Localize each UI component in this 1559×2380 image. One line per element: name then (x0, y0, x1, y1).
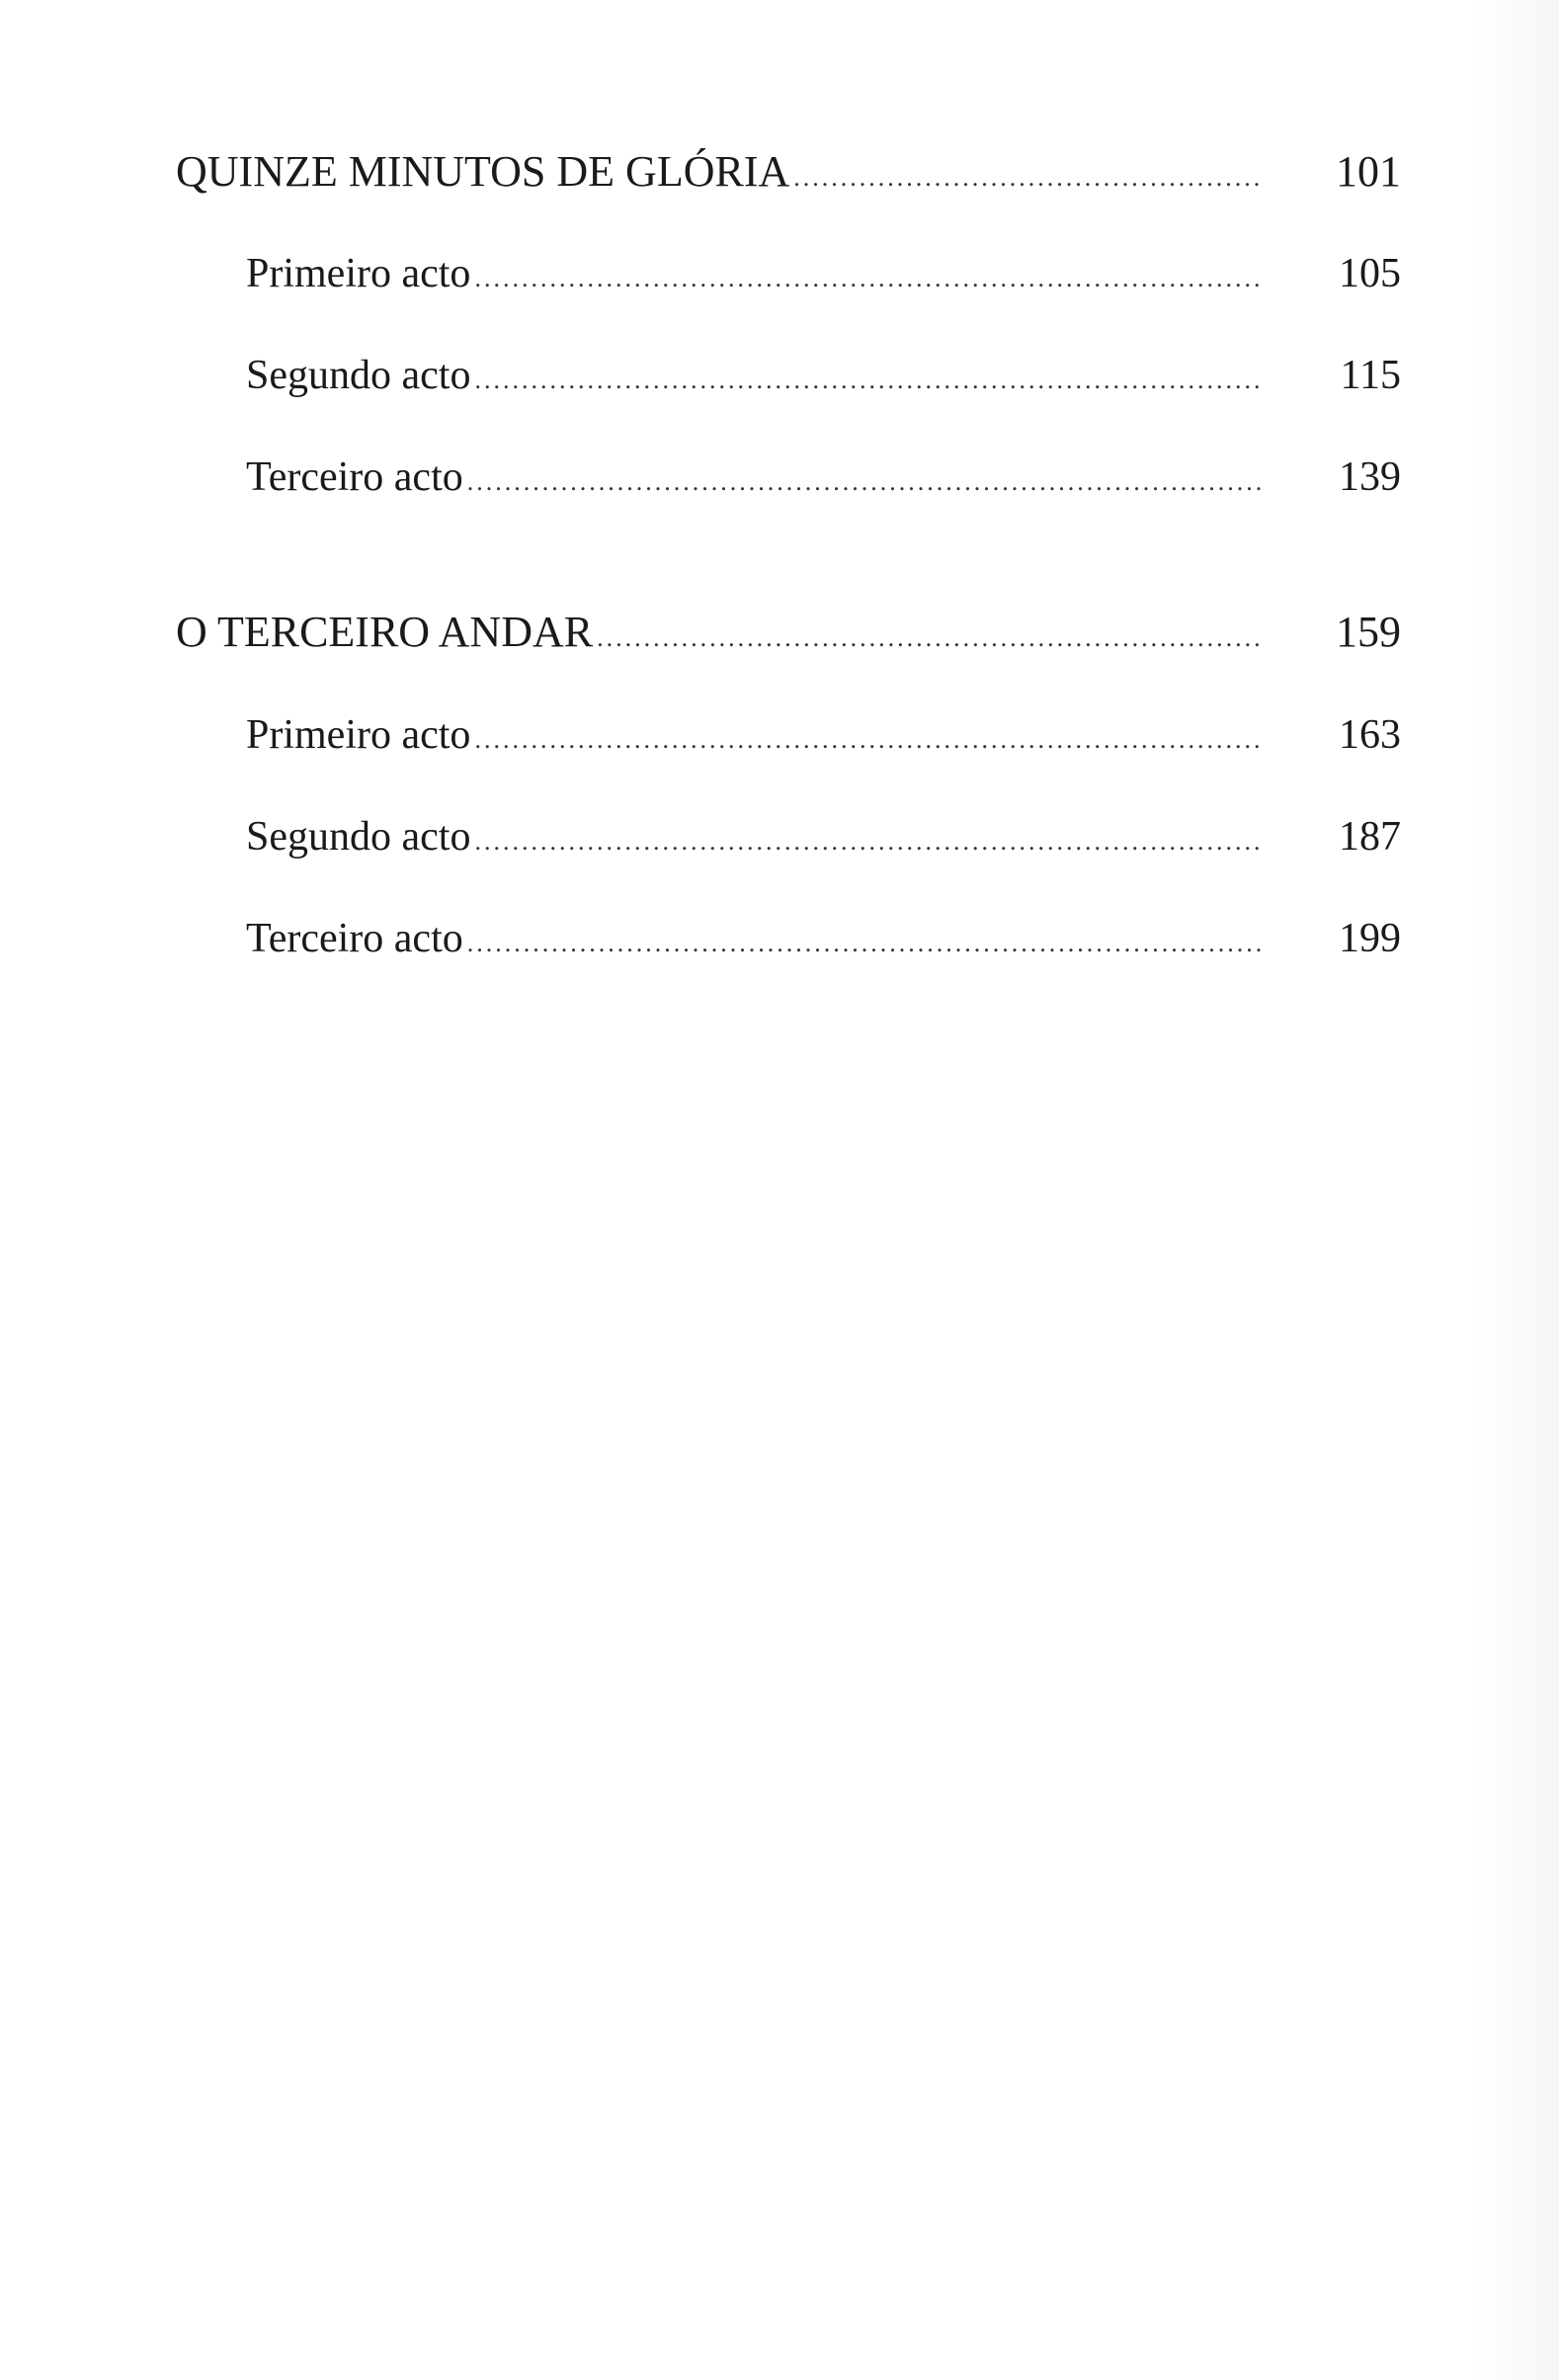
toc-act-entry (246, 709, 1401, 766)
page-number: 163 (1339, 712, 1401, 758)
dot-leader (793, 152, 1261, 204)
dot-leader (474, 714, 1261, 766)
page-number: 105 (1339, 251, 1401, 296)
dot-leader (474, 253, 1261, 304)
toc-act-entry (246, 248, 1401, 304)
page-number: 101 (1336, 147, 1401, 196)
toc-act-entry (246, 811, 1401, 867)
act-title: Terceiro acto (246, 454, 463, 500)
toc-act-entry (246, 451, 1401, 508)
act-title: Primeiro acto (246, 712, 471, 758)
page-number: 115 (1340, 353, 1401, 398)
toc-act-entry (246, 913, 1401, 969)
page-number: 187 (1339, 814, 1401, 860)
page-edge-shadow (1470, 0, 1559, 2380)
act-title: Segundo acto (246, 353, 471, 398)
dot-leader (597, 613, 1261, 664)
act-title: Terceiro acto (246, 916, 463, 961)
act-title: Segundo acto (246, 814, 471, 860)
page-number: 159 (1336, 608, 1401, 656)
section-title: QUINZE MINUTOS DE GLÓRIA (176, 147, 790, 196)
dot-leader (467, 456, 1261, 508)
dot-leader (474, 816, 1261, 867)
toc-act-entry (246, 350, 1401, 406)
dot-leader (467, 918, 1261, 969)
toc-section-entry (176, 607, 1401, 664)
page-number: 199 (1339, 916, 1401, 961)
dot-leader (474, 355, 1261, 406)
section-title: O TERCEIRO ANDAR (176, 608, 594, 656)
toc-section-entry (176, 146, 1401, 204)
page-number: 139 (1339, 454, 1401, 500)
act-title: Primeiro acto (246, 251, 471, 296)
